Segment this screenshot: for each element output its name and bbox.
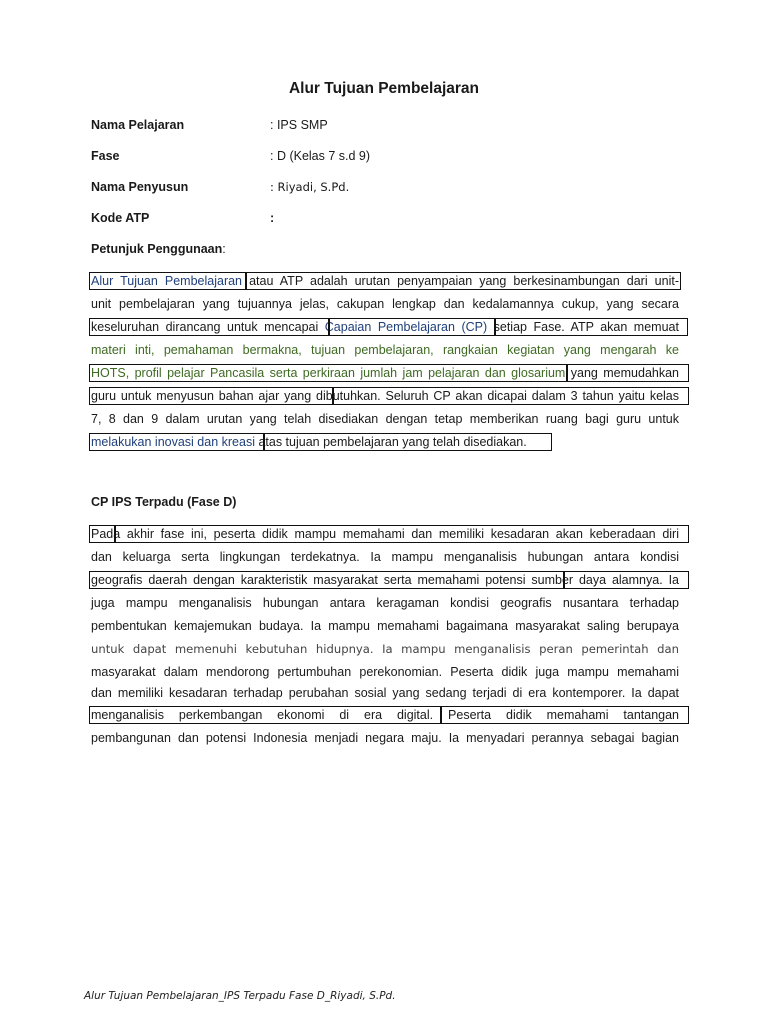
paragraph2-line: dan keluarga serta lingkungan terdekatnya. Ia mampu menganalisis hubungan antara kondisi [91,550,679,564]
instructions-heading [91,239,226,259]
text-span: keseluruhan dirancang untuk mencapai [91,320,325,334]
text-span: atas tujuan pembelajaran yang telah disediakan. [254,435,527,449]
page-footer: Alur Tujuan Pembelajaran_IPS Terpadu Fase D_Riyadi, S.Pd. [84,990,396,1002]
meta-value-code: : [270,211,275,225]
paragraph2-line: geografis daerah dengan karakteristik masyarakat serta memahami potensi sumber daya alamnya. Ia [91,573,679,587]
text-span: yang memudahkan [565,366,680,380]
link-atp[interactable]: Alur Tujuan Pembelajaran [91,274,243,288]
link-innovation[interactable]: melakukan inovasi dan kreasi [91,435,255,449]
page-title: Alur Tujuan Pembelajaran [288,80,480,97]
paragraph2-line: untuk dapat memenuhi kebutuhan hidupnya. Ia mampu menganalisis peran pemerintah dan [91,642,679,656]
text-span: 7, 8 dan 9 dalam urutan yang telah disediakan dengan tetap memberikan ruang bagi guru untuk [91,412,679,426]
meta-row-code [91,208,691,228]
meta-value-subject: : IPS SMP [270,118,328,132]
text-span-green: HOTS, profil pelajar Pancasila serta perkiraan jumlah jam pelajaran dan glosarium [91,366,566,380]
paragraph2-line: masyarakat dalam mendorong pertumbuhan perekonomian. Peserta didik juga mampu memahami [91,665,679,679]
meta-row-subject [91,115,691,135]
link-cp[interactable]: Capaian Pembelajaran (CP) [324,320,488,334]
meta-value-author: : Riyadi, S.Pd. [270,180,350,194]
section-heading: CP IPS Terpadu (Fase D) [91,495,237,509]
text-span: unit pembelajaran yang tujuannya jelas, cakupan lengkap dan kedalamannya cukup, yang secara [91,297,679,311]
paragraph2-line: menganalisis perkembangan ekonomi di era digital. Peserta didik memahami tantangan [91,708,679,722]
paragraph1-line [91,340,679,360]
meta-row-phase [91,146,691,166]
text-span: guru untuk menyusun bahan ajar yang dibutuhkan. Seluruh CP akan dicapai dalam 3 tahun yaitu kelas [91,389,679,403]
meta-label-phase: Fase [91,149,120,163]
paragraph2-line: Pada akhir fase ini, peserta didik mampu memahami dan memiliki kesadaran akan keberadaan diri [91,527,679,541]
paragraph2-line: dan memiliki kesadaran terhadap perubahan sosial yang sedang terjadi di era kontemporer. Ia dapat [91,686,679,700]
paragraph1-line [91,317,679,337]
paragraph1-line [91,271,679,291]
paragraph1-line [91,432,679,452]
paragraph1-line [91,294,679,314]
meta-label-subject: Nama Pelajaran [91,118,185,132]
paragraph2-line: juga mampu menganalisis hubungan antara keragaman kondisi geografis nusantara terhadap [91,596,679,610]
paragraph1-line [91,386,679,406]
instructions-colon: : [222,242,226,256]
meta-label-code: Kode ATP [91,211,150,225]
text-span: setiap Fase. ATP akan memuat [487,320,679,334]
text-span: materi inti, pemahaman bermakna, tujuan pembelajaran, rangkaian kegiatan yang mengarah ke [91,343,679,357]
paragraph2-line: pembangunan dan potensi Indonesia menjadi negara maju. Ia menyadari perannya sebagai bagian [91,731,679,745]
paragraph1-line [91,363,679,383]
instructions-heading-text: Petunjuk Penggunaan [91,242,223,256]
meta-value-phase: : D (Kelas 7 s.d 9) [270,149,371,163]
meta-row-author [91,177,691,197]
text-span: atau ATP adalah urutan penyampaian yang berkesinambungan dari unit- [242,274,679,288]
paragraph1-line [91,409,679,429]
paragraph2-line: pembentukan kemajemukan budaya. Ia mampu memahami bagaimana masyarakat saling berupaya [91,619,679,633]
meta-label-author: Nama Penyusun [91,180,189,194]
